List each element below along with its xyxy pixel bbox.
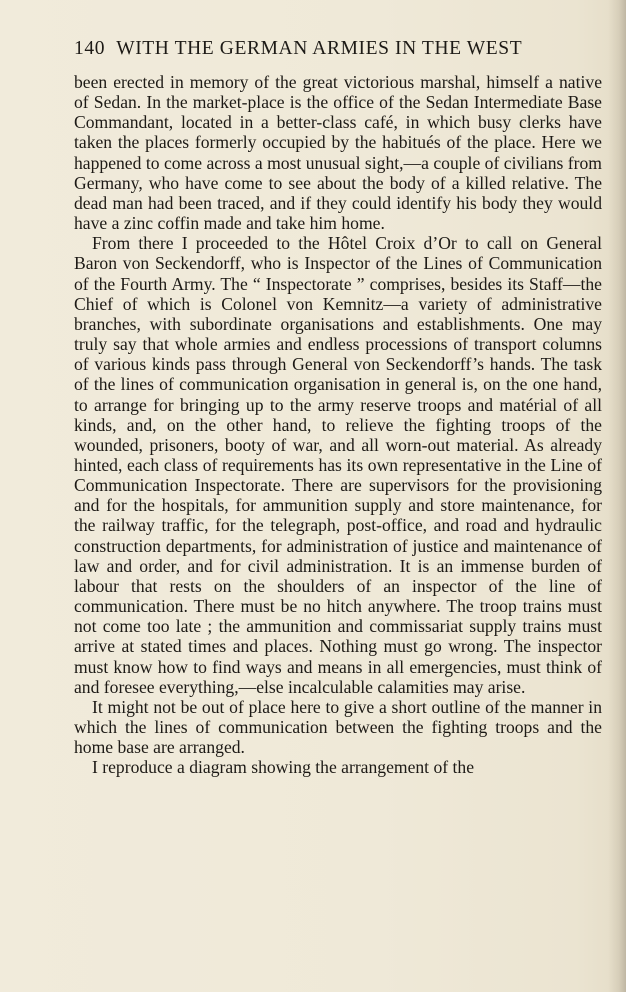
page-edge-shadow [608, 0, 626, 992]
running-head [74, 38, 604, 60]
paragraph-inspectorate: From there I proceeded to the Hôtel Croix d’Or to call on General Baron von Seckendorff, who is Inspector of the Lines of Communication of the Fourth Army. The “ Inspectorate ” comprises, besides its Staff—the Chief of which is Colonel von Kemnitz—a variety of administrative branches, with subordinate organisations and establishments. One may truly say that whole armies and endless processions of transport columns of various kinds pass through General von Seckendorff’s hands. The task of the lines of communication organisation in general is, on the one hand, to arrange for bringing up to the army reserve troops and matérial of all kinds, and, on the other hand, to relieve the fighting troops of the wounded, prisoners, booty of war, and all worn-out material. As already hinted, each class of requirements has its own representative in the Line of Communication Inspectorate. There are supervisors for the provisioning and for the hospitals, for ammunition supply and store maintenance, for the railway traffic, for the telegraph, post-office, and road and hydraulic construction departments, for administration of justice and maintenance of law and order, and for civil administration. It is an immense burden of labour that rests on the shoulders of an inspector of the line of communication. There must be no hitch anywhere. The troop trains must not come too late ; the ammunition and commissariat supply trains must arrive at stated times and places. Nothing must go wrong. The inspector must know how to find ways and means in all emergencies, must think of and foresee everything,—else incalculable calamities may arise. [74, 233, 602, 697]
page-number: 140 [74, 38, 106, 59]
running-title: WITH THE GERMAN ARMIES IN THE WEST [116, 38, 523, 59]
body-text [74, 72, 602, 777]
paragraph-diagram: I reproduce a diagram showing the arrangement of the [92, 757, 475, 778]
paragraph-continued: been erected in memory of the great victorious marshal, himself a native of Sedan. In the market-place is the office of the Sedan Intermediate Base Commandant, located in a better-class café, in which busy clerks have taken the places formerly occupied by the habitués of the place. Here we happened to come across a most unusual sight,—a couple of civilians from Germany, who have come to see about the body of a killed relative. The dead man had been traced, and if they could identify his body they would have a zinc coffin made and take him home. [74, 72, 602, 234]
paragraph-outline: It might not be out of place here to give a short outline of the manner in which the lines of communication between the fighting troops and the home base are arranged. [74, 696, 602, 758]
